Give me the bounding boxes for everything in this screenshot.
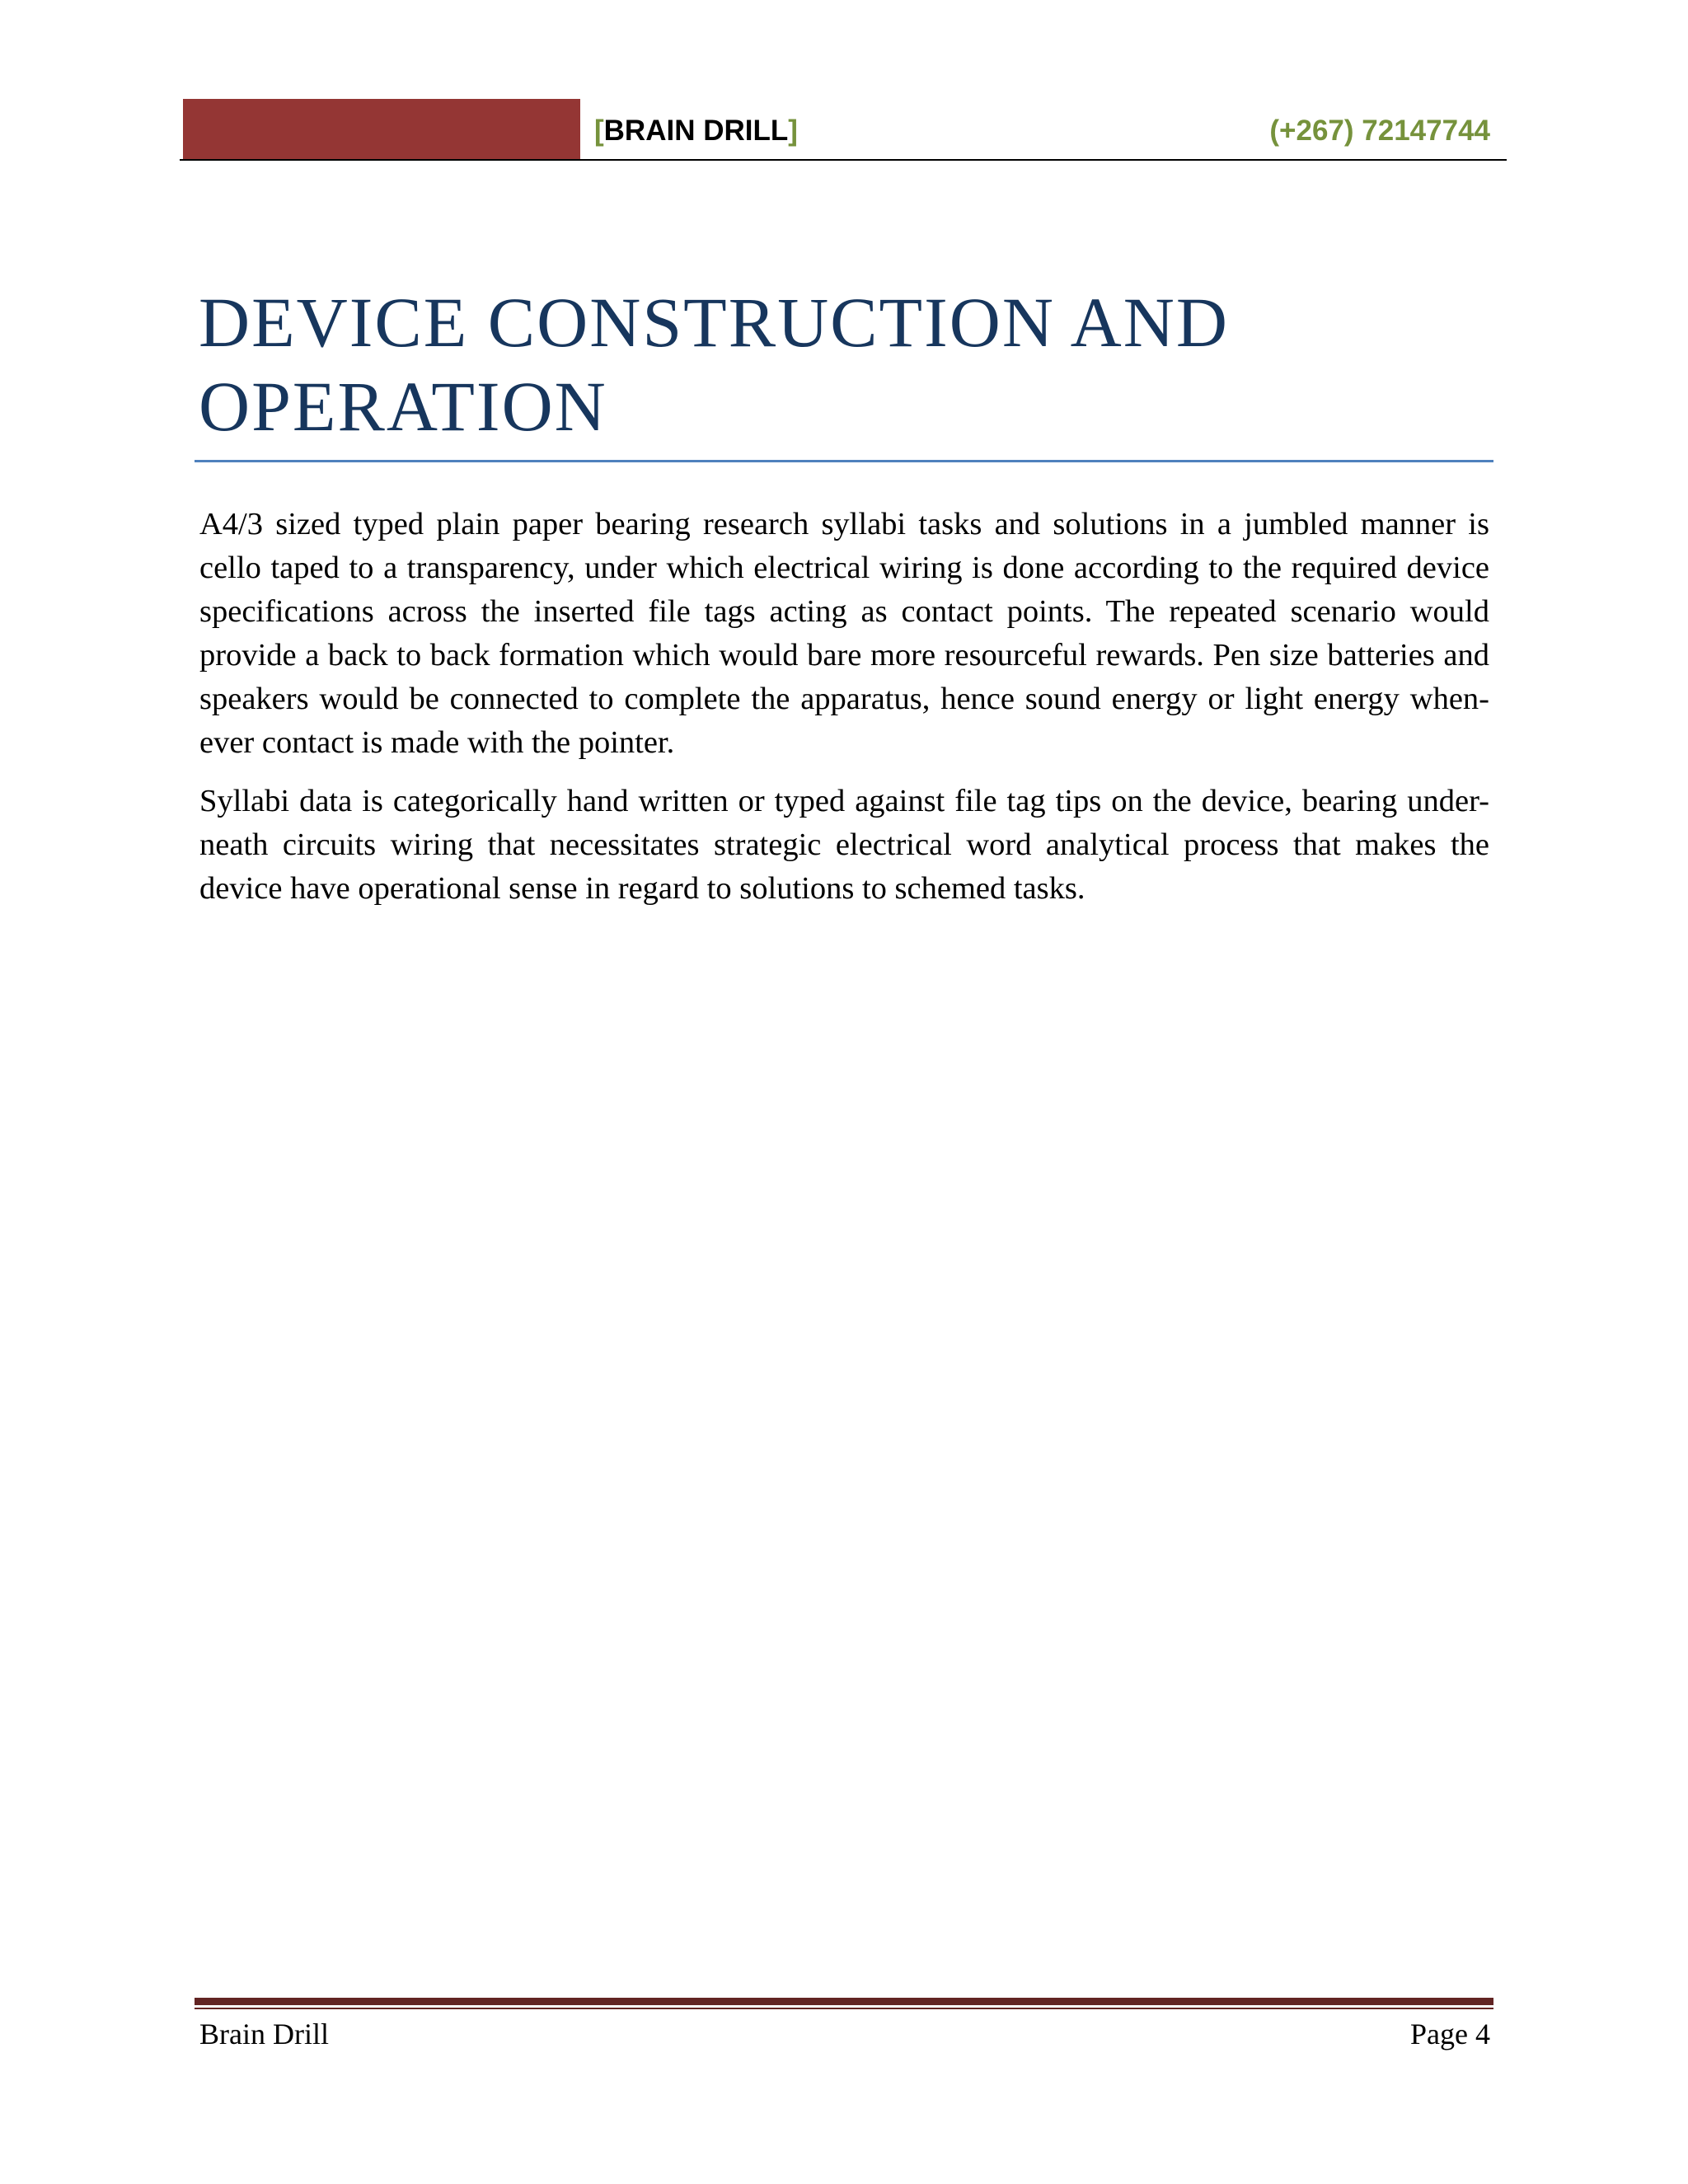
footer-divider-thick [195, 1998, 1493, 2005]
footer-doc-name: Brain Drill [199, 2018, 329, 2050]
header-bracket-close: ] [788, 115, 798, 147]
paragraph-2: Syllabi data is categorically hand written or typed against file tag tips on the device, bearing under-neath circuits wiring that necessitates strategic electrical word analytical process that makes the device have operational sense in regard to solutions to schemed tasks. [199, 784, 1489, 906]
header-bracket-open: [ [594, 115, 604, 147]
paragraph-1: A4/3 sized typed plain paper bearing research syllabi tasks and solutions in a jumbled manner is cello taped to a transparency, under which electrical wiring is done according to the required device specifications across the inserted file tags acting as contact points. The repeated scenario would provide a back to back formation which would bare more resourceful rewards. Pen size batteries and speakers would be connected to complete the apparatus, hence sound energy or light energy when- ever contact is made with the pointer. [199, 507, 1489, 760]
header-divider [180, 159, 1507, 161]
title-underline [195, 460, 1493, 462]
header-accent-block [183, 99, 580, 161]
body-text [199, 503, 1489, 926]
header-title [594, 110, 798, 152]
footer-divider-thin [195, 2008, 1493, 2009]
page-title: DEVICE CONSTRUCTION AND OPERATION [199, 283, 1229, 446]
header-title-text: BRAIN DRILL [603, 115, 789, 147]
footer-page-number: Page 4 [1410, 2018, 1490, 2050]
header-phone: (+267) 72147744 [1269, 115, 1490, 147]
